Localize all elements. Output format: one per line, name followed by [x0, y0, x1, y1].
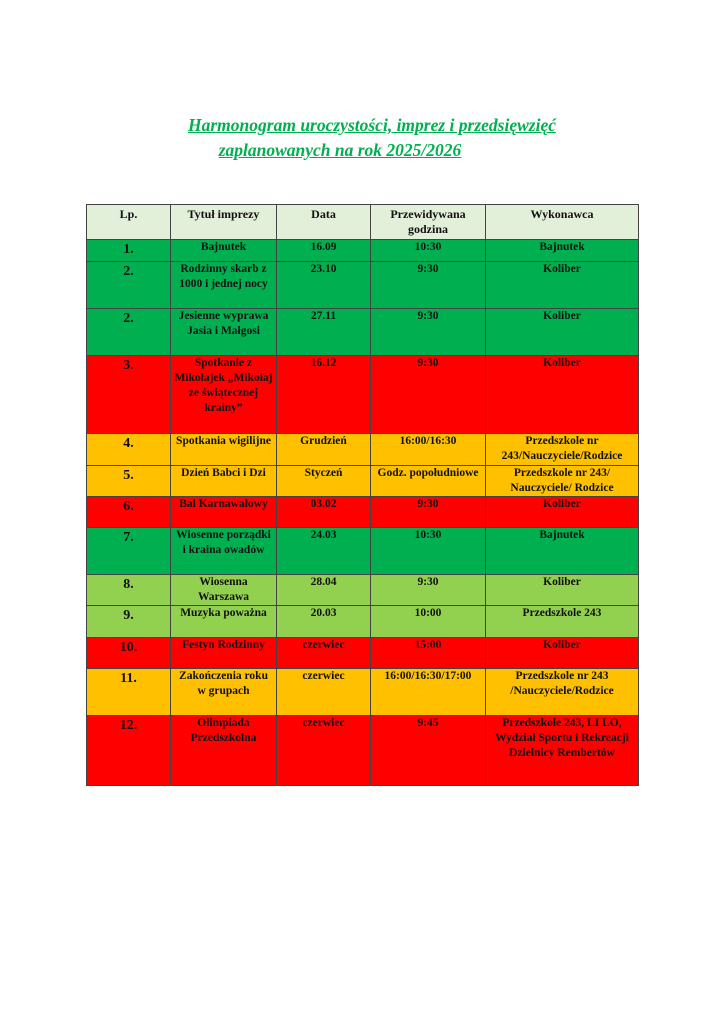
- table-row: [87, 434, 639, 466]
- document-title-line-1: Harmonogram uroczystości, imprez i przedsięwzięć: [188, 115, 556, 135]
- cell-tytul: Jesienne wyprawa Jasia i Małgosi: [171, 309, 277, 356]
- table-row: [87, 528, 639, 575]
- cell-tytul: Muzyka poważna: [171, 606, 277, 638]
- cell-data: czerwiec: [277, 669, 371, 716]
- cell-lp: 10.: [87, 638, 171, 669]
- cell-tytul: Spotkania wigilijne: [171, 434, 277, 466]
- cell-wykonawca: Przedszkole nr 243/ Nauczyciele/ Rodzice: [486, 466, 639, 497]
- cell-tytul: Festyn Rodzinny: [171, 638, 277, 669]
- cell-godzina: 9:30: [371, 575, 486, 606]
- cell-wykonawca: Koliber: [486, 575, 639, 606]
- cell-wykonawca: Koliber: [486, 262, 639, 309]
- cell-data: Styczeń: [277, 466, 371, 497]
- cell-wykonawca: Koliber: [486, 638, 639, 669]
- cell-wykonawca: Koliber: [486, 356, 639, 434]
- header-data: Data: [277, 205, 371, 240]
- cell-wykonawca: Bajnutek: [486, 240, 639, 262]
- cell-tytul: Zakończenia roku w grupach: [171, 669, 277, 716]
- cell-godzina: 9:30: [371, 262, 486, 309]
- header-wykonawca: Wykonawca: [486, 205, 639, 240]
- cell-lp: 2.: [87, 309, 171, 356]
- cell-godzina: 9:30: [371, 309, 486, 356]
- events-schedule-table: [86, 204, 639, 786]
- cell-data: 28.04: [277, 575, 371, 606]
- cell-data: 27.11: [277, 309, 371, 356]
- header-godzina: Przewidywana godzina: [371, 205, 486, 240]
- cell-godzina: 10:30: [371, 240, 486, 262]
- cell-godzina: Godz. popołudniowe: [371, 466, 486, 497]
- table-row: [87, 669, 639, 716]
- cell-lp: 1.: [87, 240, 171, 262]
- table-row: [87, 606, 639, 638]
- cell-lp: 6.: [87, 497, 171, 528]
- cell-godzina: 16:00/16:30/17:00: [371, 669, 486, 716]
- cell-wykonawca: Przedszkole nr 243/Nauczyciele/Rodzice: [486, 434, 639, 466]
- cell-lp: 7.: [87, 528, 171, 575]
- cell-wykonawca: Przedszkole 243, LI LO, Wydział Sportu i Rekreacji Dzielnicy Rembertów: [486, 716, 639, 786]
- cell-lp: 3.: [87, 356, 171, 434]
- table-row: [87, 575, 639, 606]
- cell-data: czerwiec: [277, 638, 371, 669]
- document-title-line-2: zaplanowanych na rok 2025/2026: [218, 140, 462, 160]
- cell-wykonawca: Przedszkole 243: [486, 606, 639, 638]
- cell-lp: 8.: [87, 575, 171, 606]
- cell-data: 23.10: [277, 262, 371, 309]
- cell-wykonawca: Bajnutek: [486, 528, 639, 575]
- table-row: [87, 262, 639, 309]
- cell-data: 20.03: [277, 606, 371, 638]
- cell-lp: 4.: [87, 434, 171, 466]
- cell-godzina: 16:00/16:30: [371, 434, 486, 466]
- cell-data: Grudzień: [277, 434, 371, 466]
- cell-godzina: 15:00: [371, 638, 486, 669]
- cell-lp: 5.: [87, 466, 171, 497]
- table-row: [87, 716, 639, 786]
- table-row: [87, 638, 639, 669]
- cell-tytul: Rodzinny skarb z 1000 i jednej nocy: [171, 262, 277, 309]
- cell-tytul: Dzień Babci i Dzi: [171, 466, 277, 497]
- cell-lp: 12.: [87, 716, 171, 786]
- cell-tytul: Bal Karnawałowy: [171, 497, 277, 528]
- cell-data: 24.03: [277, 528, 371, 575]
- cell-lp: 11.: [87, 669, 171, 716]
- cell-tytul: Wiosenna Warszawa: [171, 575, 277, 606]
- cell-wykonawca: Koliber: [486, 309, 639, 356]
- cell-godzina: 9:30: [371, 497, 486, 528]
- table-row: [87, 240, 639, 262]
- cell-wykonawca: Koliber: [486, 497, 639, 528]
- table-row: [87, 309, 639, 356]
- table-row: [87, 497, 639, 528]
- table-row: [87, 466, 639, 497]
- cell-data: 16.12: [277, 356, 371, 434]
- cell-godzina: 9:45: [371, 716, 486, 786]
- cell-data: czerwiec: [277, 716, 371, 786]
- table-header-row: [87, 205, 639, 240]
- cell-godzina: 9:30: [371, 356, 486, 434]
- cell-godzina: 10:30: [371, 528, 486, 575]
- cell-lp: 9.: [87, 606, 171, 638]
- cell-wykonawca: Przedszkole nr 243 /Nauczyciele/Rodzice: [486, 669, 639, 716]
- cell-data: 16.09: [277, 240, 371, 262]
- header-lp: Lp.: [87, 205, 171, 240]
- cell-godzina: 10:00: [371, 606, 486, 638]
- cell-data: 03.02: [277, 497, 371, 528]
- cell-tytul: Wiosenne porządki i kraina owadów: [171, 528, 277, 575]
- table-row: [87, 356, 639, 434]
- cell-tytul: Bajnutek: [171, 240, 277, 262]
- header-tytul: Tytuł imprezy: [171, 205, 277, 240]
- cell-tytul: Spotkanie z Mikołajek „Mikołaj ze świątecznej krainy”: [171, 356, 277, 434]
- cell-lp: 2.: [87, 262, 171, 309]
- cell-tytul: Olimpiada Przedszkolna: [171, 716, 277, 786]
